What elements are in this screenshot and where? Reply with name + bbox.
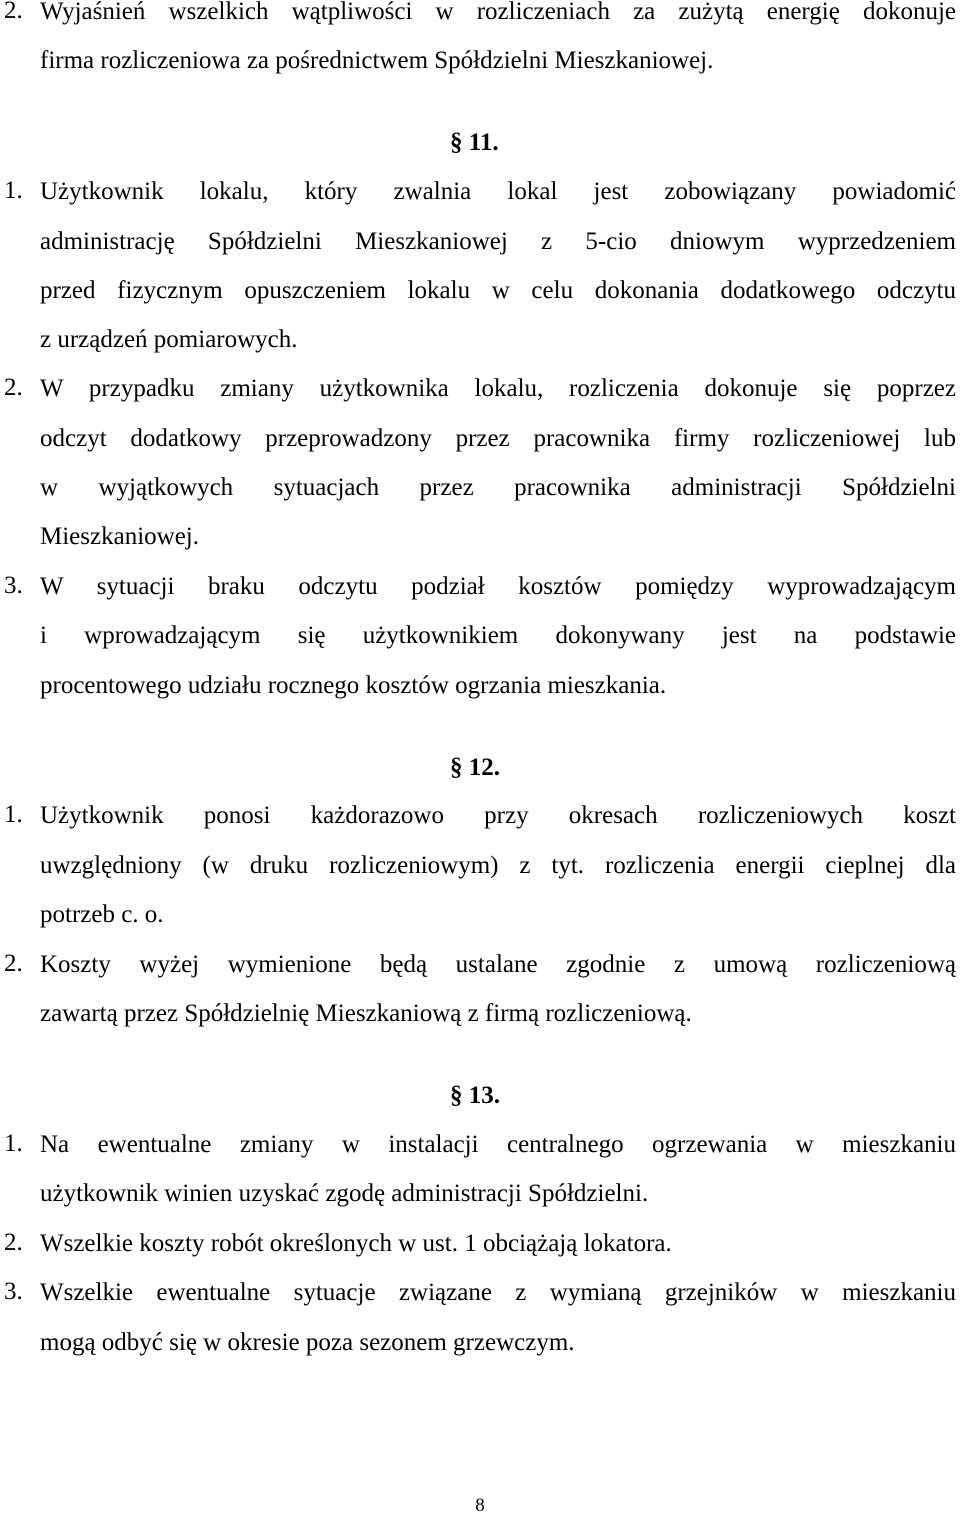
item-number: 3. [4, 572, 23, 599]
section-heading-12: § 12. [450, 754, 500, 781]
text-line: zawartą przez Spółdzielnię Mieszkaniową z firmą rozliczeniową. [40, 1000, 692, 1027]
text-line: i wprowadzającym się użytkownikiem dokonywany jest na podstawie [40, 622, 956, 649]
text-line: Na ewentualne zmiany w instalacji centralnego ogrzewania w mieszkaniu [40, 1131, 956, 1158]
section-heading-11: § 11. [450, 129, 499, 156]
text-line: z urządzeń pomiarowych. [40, 326, 298, 353]
section-heading-13: § 13. [450, 1082, 500, 1109]
item-number: 3. [4, 1278, 23, 1305]
text-line: administrację Spółdzielni Mieszkaniowej z 5-cio dniowym wyprzedzeniem [40, 228, 956, 255]
item-number: 2. [4, 374, 23, 401]
text-line: odczyt dodatkowy przeprowadzony przez pracownika firmy rozliczeniowej lub [40, 425, 956, 452]
text-line: Wyjaśnień wszelkich wątpliwości w rozliczeniach za zużytą energię dokonuje [40, 0, 956, 25]
item-number: 2. [4, 1229, 23, 1256]
text-line: w wyjątkowych sytuacjach przez pracownika administracji Spółdzielni [40, 474, 956, 501]
text-line: procentowego udziału rocznego kosztów ogrzania mieszkania. [40, 672, 667, 699]
text-line: mogą odbyć się w okresie poza sezonem grzewczym. [40, 1329, 575, 1356]
page-number: 8 [475, 1495, 485, 1516]
text-line: Wszelkie ewentualne sytuacje związane z wymianą grzejników w mieszkaniu [40, 1279, 956, 1306]
item-number: 2. [4, 0, 23, 24]
text-line: użytkownik winien uzyskać zgodę administracji Spółdzielni. [40, 1180, 649, 1207]
text-line: Koszty wyżej wymienione będą ustalane zgodnie z umową rozliczeniową [40, 951, 956, 978]
text-line: Wszelkie koszty robót określonych w ust. 1 obciążają lokatora. [40, 1230, 672, 1257]
text-line: uwzględniony (w druku rozliczeniowym) z tyt. rozliczenia energii cieplnej dla [40, 852, 956, 879]
item-number: 1. [4, 177, 23, 204]
text-line: W przypadku zmiany użytkownika lokalu, rozliczenia dokonuje się poprzez [40, 375, 956, 402]
item-number: 2. [4, 950, 23, 977]
text-line: W sytuacji braku odczytu podział kosztów pomiędzy wyprowadzającym [40, 573, 956, 600]
item-number: 1. [4, 801, 23, 828]
text-line: potrzeb c. o. [40, 901, 164, 928]
text-line: firma rozliczeniowa za pośrednictwem Spółdzielni Mieszkaniowej. [40, 47, 714, 74]
item-number: 1. [4, 1130, 23, 1157]
text-line: Użytkownik lokalu, który zwalnia lokal jest zobowiązany powiadomić [40, 178, 956, 205]
text-line: Użytkownik ponosi każdorazowo przy okresach rozliczeniowych koszt [40, 802, 956, 829]
text-line: przed fizycznym opuszczeniem lokalu w celu dokonania dodatkowego odczytu [40, 277, 956, 304]
text-line: Mieszkaniowej. [40, 523, 199, 550]
